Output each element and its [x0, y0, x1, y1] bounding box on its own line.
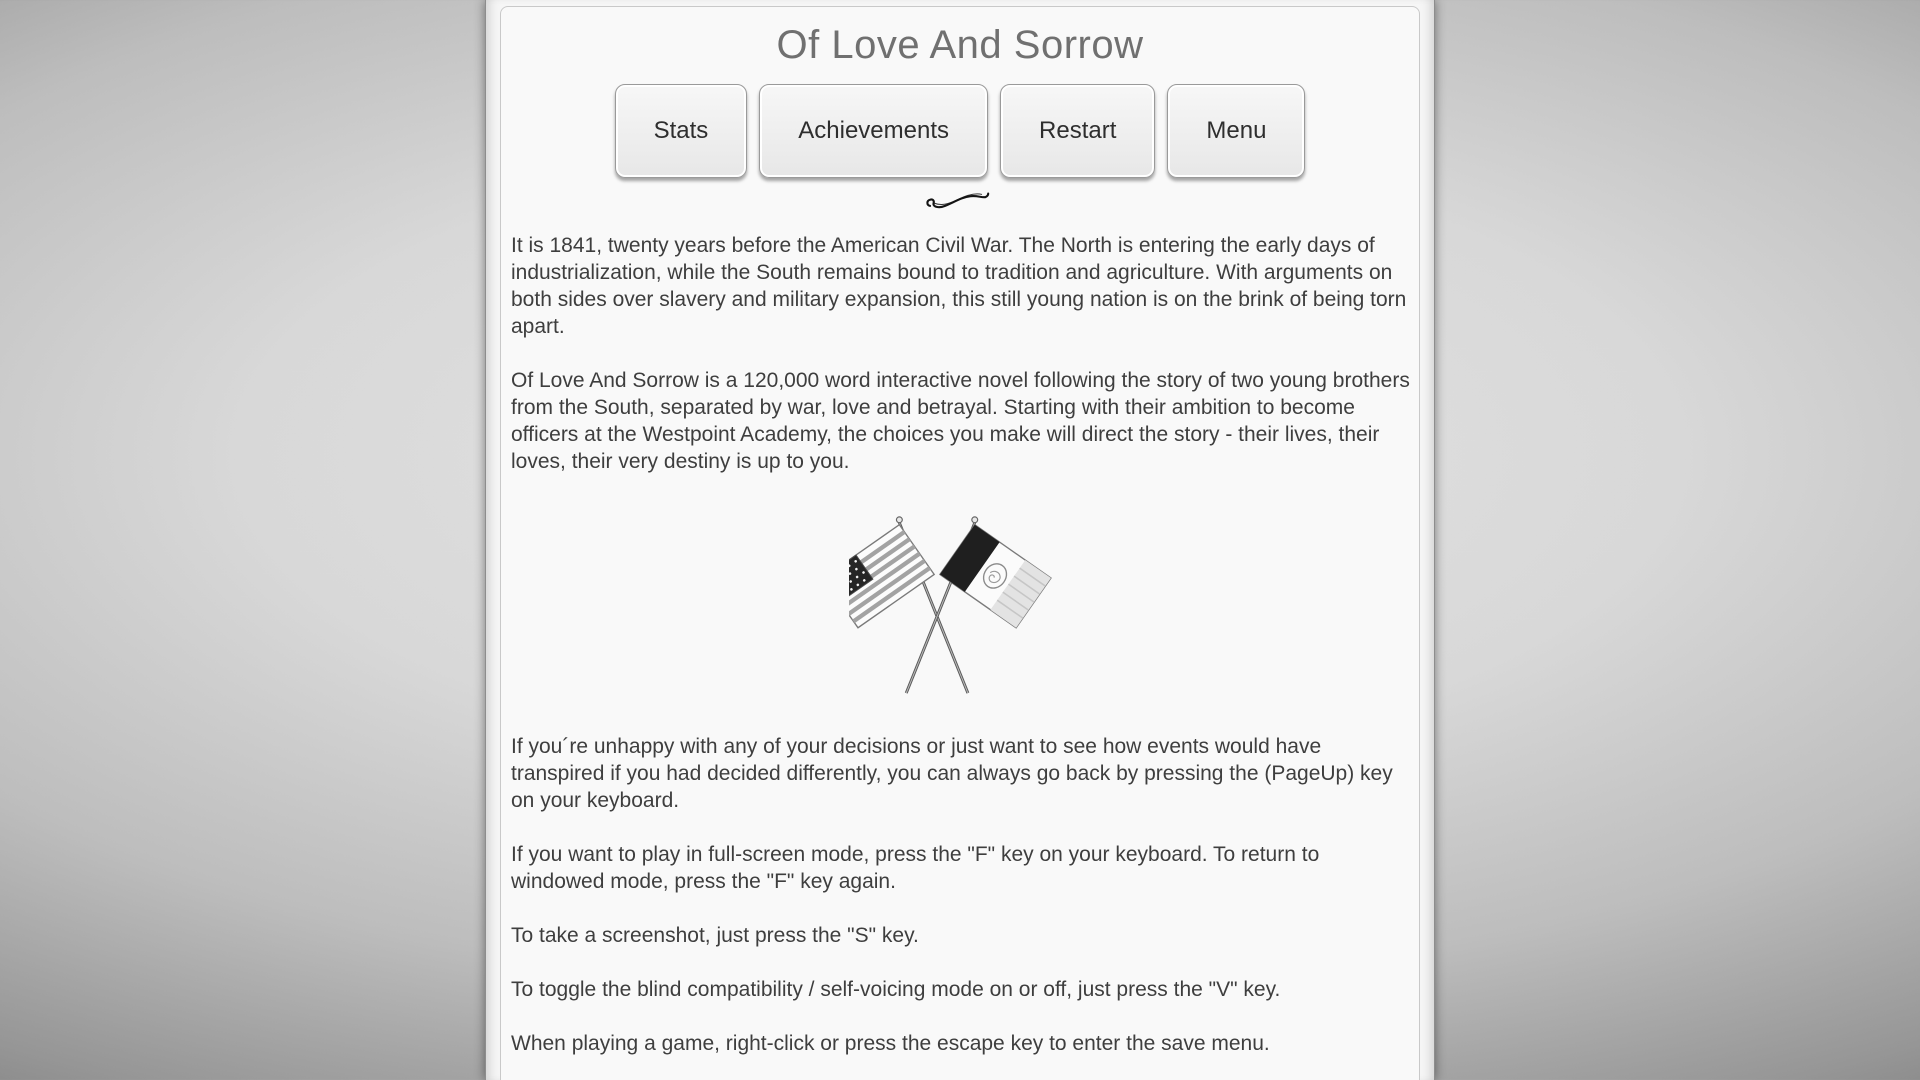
game-title: Of Love And Sorrow [776, 23, 1144, 67]
achievements-button[interactable]: Achievements [759, 84, 988, 178]
flourish-divider-icon [923, 190, 997, 213]
story-paragraph: It is 1841, twenty years before the American Civil War. The North is entering the early days of industrialization, while the South remains bound to tradition and agriculture. With arguments on both sides over slavery and military expansion, this still young nation is on the brink of being torn apart. [511, 234, 1407, 338]
story-text [511, 232, 1415, 1057]
us-flag-icon [849, 525, 934, 628]
story-paragraph: When playing a game, right-click or press the escape key to enter the save menu. [511, 1032, 1270, 1055]
nav-buttons [511, 84, 1409, 178]
restart-button[interactable]: Restart [1000, 84, 1155, 178]
section-divider [511, 190, 1409, 216]
story-paragraph: If you want to play in full-screen mode, press the "F" key on your keyboard. To return to windowed mode, press the "F" key again. [511, 843, 1320, 893]
menu-button[interactable]: Menu [1167, 84, 1305, 178]
mexico-flag-icon [940, 525, 1051, 628]
story-paragraph: If you´re unhappy with any of your decisions or just want to see how events would have transpired if you had decided differently, you can always go back by pressing the (PageUp) key on your keyboard. [511, 735, 1393, 812]
stats-button[interactable]: Stats [615, 84, 748, 178]
story-paragraph: To toggle the blind compatibility / self-voicing mode on or off, just press the "V" key. [511, 978, 1281, 1001]
crossed-flags-image [849, 511, 1077, 697]
story-paragraph: Of Love And Sorrow is a 120,000 word interactive novel following the story of two young brothers from the South, separated by war, love and betrayal. Starting with their ambition to become officers at the Westpoint Academy, the choices you make will direct the story - their lives, their loves, their very destiny is up to you. [511, 369, 1410, 473]
story-panel [500, 6, 1420, 1080]
story-paragraph: To take a screenshot, just press the "S" key. [511, 924, 919, 947]
game-window [485, 0, 1435, 1080]
